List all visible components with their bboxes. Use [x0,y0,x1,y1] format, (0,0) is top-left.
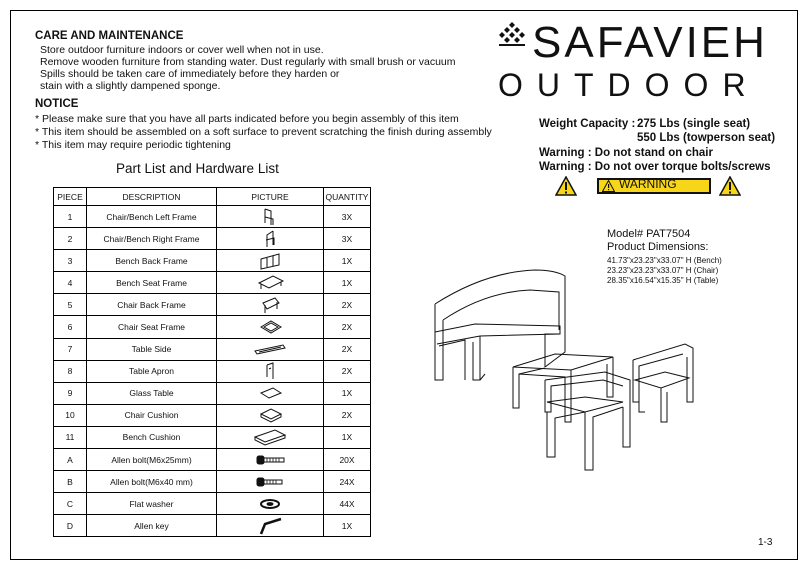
weight-single: 275 Lbs (single seat) [637,118,751,130]
care-line: Spills should be taken care of immediately before they harden or [40,68,340,80]
description-cell: Table Side [87,338,217,360]
left-frame-icon [253,207,287,227]
piece-cell: B [54,471,87,493]
picture-cell [217,471,324,493]
bench-back-frame-icon [253,251,287,271]
description-cell: Flat washer [87,493,217,515]
table-row [54,250,371,272]
picture-cell [217,316,324,338]
header-piece: PIECE [54,188,87,206]
table-row [54,449,371,471]
description-cell: Allen bolt(M6x40 mm) [87,471,217,493]
quantity-cell: 2X [324,294,371,316]
quantity-cell: 1X [324,426,371,448]
notice-title: NOTICE [35,98,79,110]
quantity-cell: 2X [324,338,371,360]
piece-cell: 11 [54,426,87,448]
picture-cell [217,250,324,272]
piece-cell: D [54,515,87,537]
picture-cell [217,338,324,360]
description-cell: Chair/Bench Left Frame [87,206,217,228]
piece-cell: 10 [54,404,87,426]
description-cell: Bench Seat Frame [87,272,217,294]
table-row [54,294,371,316]
notice-line: * This item should be assembled on a soft surface to prevent scratching the finish during assembly [35,126,492,138]
quantity-cell: 44X [324,493,371,515]
warning-line: Warning : Do not stand on chair [539,147,713,159]
care-title: CARE AND MAINTENANCE [35,30,184,42]
piece-cell: C [54,493,87,515]
brand-name: SAFAVIEH [532,18,768,67]
picture-cell [217,206,324,228]
weight-label: Weight Capacity : [539,118,636,130]
care-line: Store outdoor furniture indoors or cover well when not in use. [40,44,324,56]
care-line: Remove wooden furniture from standing water. Dust regularly with small brush or vacuum [40,56,456,68]
quantity-cell: 20X [324,449,371,471]
table-apron-icon [253,361,287,381]
table-row [54,206,371,228]
chair-back-frame-icon [253,295,287,315]
parts-title: Part List and Hardware List [116,161,279,176]
warning-banner [597,178,711,194]
picture-cell [217,515,324,537]
description-cell: Chair Back Frame [87,294,217,316]
dimension-bench: 41.73"x23.23"x33.07" H (Bench) [607,256,722,265]
quantity-cell: 24X [324,471,371,493]
table-row [54,426,371,448]
warning-label: WARNING [619,177,677,191]
model-number: Model# PAT7504 [607,228,691,240]
description-cell: Chair/Bench Right Frame [87,228,217,250]
piece-cell: 5 [54,294,87,316]
chair-cushion-icon [253,405,287,425]
table-side-icon [253,339,287,359]
quantity-cell: 1X [324,250,371,272]
picture-cell [217,272,324,294]
table-row [54,360,371,382]
table-row [54,404,371,426]
glass-table-icon [253,383,287,403]
dimension-chair: 23.23"x23.23"x33.07" H (Chair) [607,266,719,275]
warning-triangle-icon [555,176,577,196]
washer-icon [253,494,287,514]
warning-line: Warning : Do not over torque bolts/screws [539,161,771,173]
care-line: stain with a slightly dampened sponge. [40,80,221,92]
page-number: 1-3 [758,537,773,548]
bolt-icon [253,450,287,470]
description-cell: Allen bolt(M6x25mm) [87,449,217,471]
quantity-cell: 1X [324,515,371,537]
furniture-set-illustration [425,262,715,482]
picture-cell [217,360,324,382]
piece-cell: 4 [54,272,87,294]
chair-seat-frame-icon [253,317,287,337]
dimensions-title: Product Dimensions: [607,241,709,253]
warning-small-icon [602,180,615,192]
picture-cell [217,493,324,515]
piece-cell: 7 [54,338,87,360]
picture-cell [217,228,324,250]
picture-cell [217,294,324,316]
table-row [54,515,371,537]
weight-two: 550 Lbs (towperson seat) [637,132,776,144]
bolt-icon [253,472,287,492]
piece-cell: 9 [54,382,87,404]
description-cell: Bench Back Frame [87,250,217,272]
piece-cell: A [54,449,87,471]
table-row [54,382,371,404]
allen-key-icon [253,516,287,536]
picture-cell [217,426,324,448]
piece-cell: 3 [54,250,87,272]
dimension-table: 28.35"x16.54"x15.35" H (Table) [607,276,719,285]
description-cell: Bench Cushion [87,426,217,448]
picture-cell [217,449,324,471]
notice-line: * Please make sure that you have all parts indicated before you begin assembly of this item [35,113,459,125]
table-row [54,471,371,493]
quantity-cell: 2X [324,404,371,426]
right-frame-icon [253,229,287,249]
quantity-cell: 2X [324,360,371,382]
notice-line: * This item may require periodic tightening [35,139,231,151]
description-cell: Table Apron [87,360,217,382]
quantity-cell: 1X [324,272,371,294]
table-row [54,316,371,338]
piece-cell: 8 [54,360,87,382]
quantity-cell: 1X [324,382,371,404]
brand-logo-icon [497,22,527,48]
parts-table [53,187,371,537]
table-row [54,272,371,294]
piece-cell: 6 [54,316,87,338]
table-row [54,228,371,250]
header-picture: PICTURE [217,188,324,206]
header-quantity: QUANTITY [324,188,371,206]
bench-cushion-icon [253,427,287,447]
table-header-row [54,188,371,206]
warning-triangle-icon [719,176,741,196]
picture-cell [217,404,324,426]
brand-sub: OUTDOOR [498,67,760,103]
header-description: DESCRIPTION [87,188,217,206]
table-row [54,338,371,360]
picture-cell [217,382,324,404]
description-cell: Chair Cushion [87,404,217,426]
piece-cell: 2 [54,228,87,250]
quantity-cell: 3X [324,206,371,228]
piece-cell: 1 [54,206,87,228]
table-row [54,493,371,515]
description-cell: Allen key [87,515,217,537]
bench-seat-frame-icon [253,273,287,293]
quantity-cell: 2X [324,316,371,338]
description-cell: Glass Table [87,382,217,404]
description-cell: Chair Seat Frame [87,316,217,338]
quantity-cell: 3X [324,228,371,250]
